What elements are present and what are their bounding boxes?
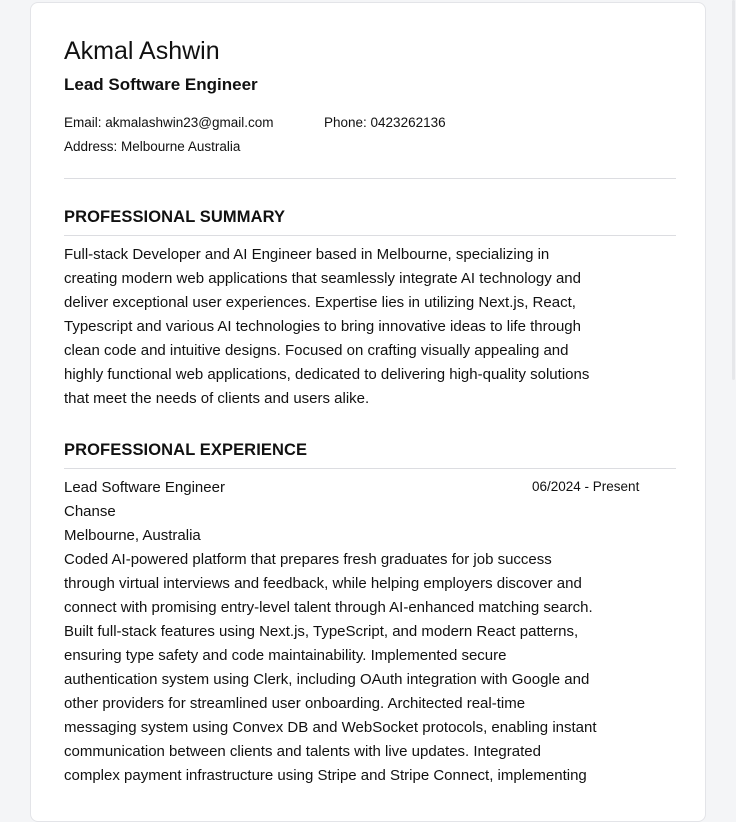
resume-page [30, 2, 706, 822]
summary-line: Full-stack Developer and AI Engineer based in Melbourne, specializing in [64, 246, 550, 263]
job-description-line: authentication system using Clerk, including OAuth integration with Google and [64, 671, 590, 688]
job-location: Melbourne, Australia [64, 527, 201, 544]
job-description-line: through virtual interviews and feedback, while helping employers discover and [64, 575, 582, 592]
header-divider [64, 178, 676, 179]
summary-line: clean code and intuitive designs. Focused on crafting visually appealing and [64, 342, 569, 359]
job-description-line: complex payment infrastructure using Stripe and Stripe Connect, implementing [64, 767, 587, 784]
experience-heading-rule [64, 468, 676, 469]
summary-paragraph [64, 243, 664, 411]
job-description-line: messaging system using Convex DB and WebSocket protocols, enabling instant [64, 719, 597, 736]
summary-line: Typescript and various AI technologies to bring innovative ideas to life through [64, 318, 581, 335]
job-description-line: connect with promising entry-level talent through AI-enhanced matching search. [64, 599, 593, 616]
summary-line: that meet the needs of clients and users alike. [64, 390, 370, 407]
contact-address: Address: Melbourne Australia [64, 139, 241, 154]
job-description-line: other providers for streamlined user onboarding. Architected real-time [64, 695, 526, 712]
job-role: Lead Software Engineer [64, 479, 225, 496]
contact-phone: Phone: 0423262136 [324, 115, 446, 130]
candidate-name: Akmal Ashwin [64, 37, 220, 65]
experience-heading: PROFESSIONAL EXPERIENCE [64, 441, 308, 459]
summary-heading-rule [64, 235, 676, 236]
scrollbar-thumb[interactable] [732, 0, 735, 380]
job-description-line: Coded AI-powered platform that prepares fresh graduates for job success [64, 551, 552, 568]
summary-line: deliver exceptional user experiences. Expertise lies in utilizing Next.js, React, [64, 294, 576, 311]
job-description-line: communication between clients and talents with live updates. Integrated [64, 743, 541, 760]
job-company: Chanse [64, 503, 116, 520]
summary-line: creating modern web applications that seamlessly integrate AI technology and [64, 270, 581, 287]
job-description [64, 548, 664, 788]
job-date: 06/2024 - Present [532, 479, 640, 494]
summary-line: highly functional web applications, dedicated to delivering high-quality solutions [64, 366, 590, 383]
job-description-line: ensuring type safety and code maintainability. Implemented secure [64, 647, 507, 664]
job-description-line: Built full-stack features using Next.js, TypeScript, and modern React patterns, [64, 623, 579, 640]
summary-heading: PROFESSIONAL SUMMARY [64, 208, 286, 226]
candidate-title: Lead Software Engineer [64, 75, 258, 94]
page-scrollbar[interactable] [730, 0, 736, 802]
contact-email: Email: akmalashwin23@gmail.com [64, 115, 274, 130]
